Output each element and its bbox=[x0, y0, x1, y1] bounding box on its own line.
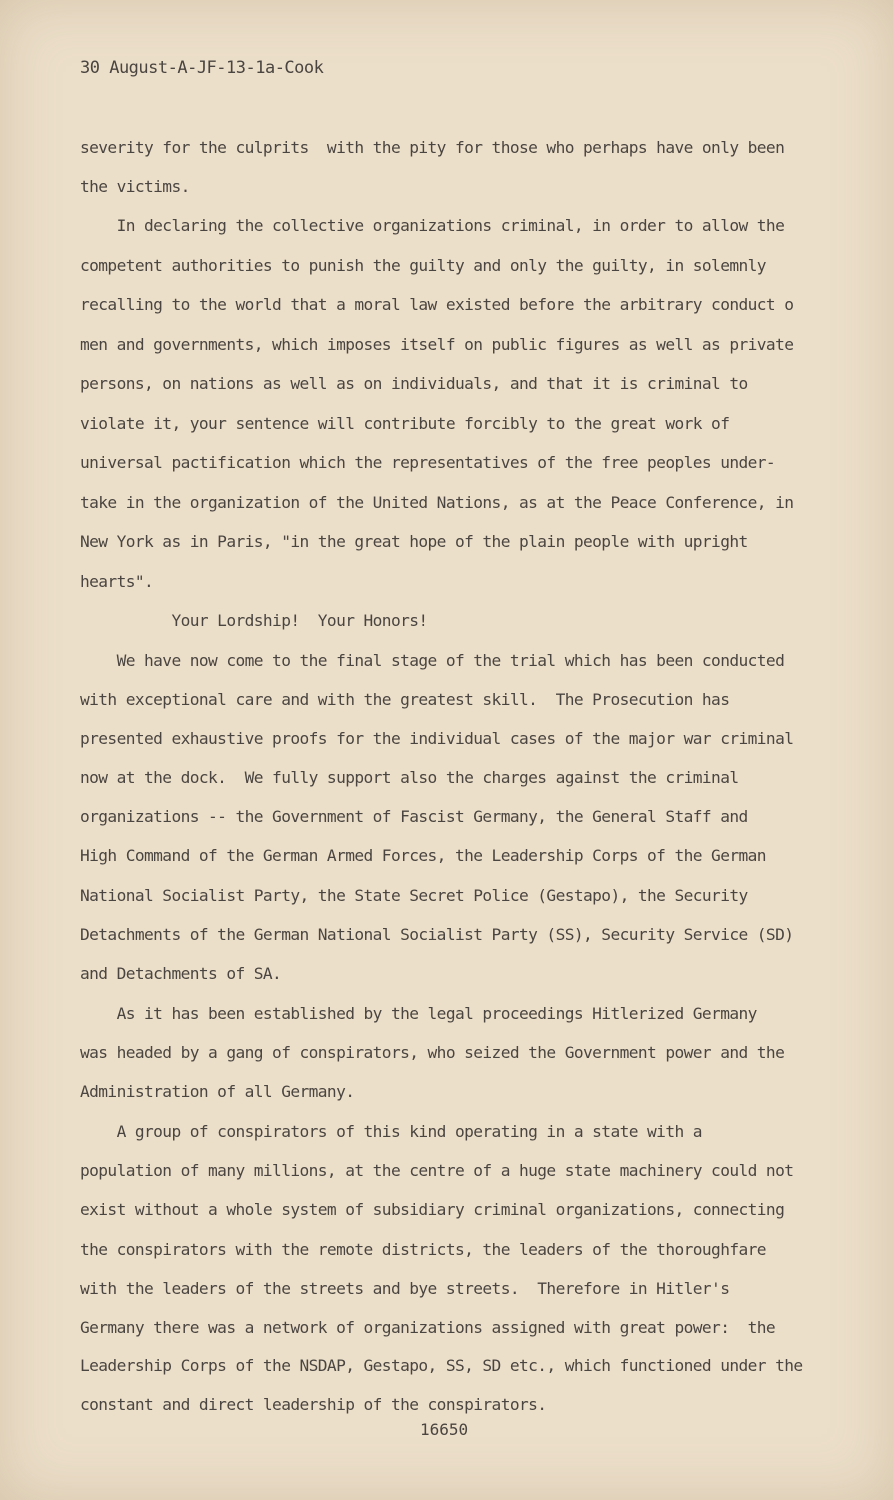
text-line: the victims. bbox=[80, 177, 190, 196]
text-line: competent authorities to punish the guilty and only the guilty, in solemnly bbox=[80, 256, 766, 275]
text-line: A group of conspirators of this kind operating in a state with a bbox=[80, 1122, 702, 1141]
text-line: and Detachments of SA. bbox=[80, 964, 282, 983]
text-line: New York as in Paris, "in the great hope of the plain people with upright bbox=[80, 532, 748, 551]
text-line: was headed by a gang of conspirators, who seized the Government power and the bbox=[80, 1043, 785, 1062]
salutation-line: Your Lordship! Your Honors! bbox=[80, 611, 428, 630]
text-line: now at the dock. We fully support also the charges against the criminal bbox=[80, 768, 739, 787]
text-line: In declaring the collective organizations criminal, in order to allow the bbox=[80, 216, 785, 235]
text-line: As it has been established by the legal proceedings Hitlerized Germany bbox=[80, 1004, 757, 1023]
text-line: constant and direct leadership of the conspirators. bbox=[80, 1395, 547, 1414]
text-line: exist without a whole system of subsidiary criminal organizations, connecting bbox=[80, 1200, 785, 1219]
text-line: men and governments, which imposes itself on public figures as well as private bbox=[80, 335, 794, 354]
text-line: presented exhaustive proofs for the individual cases of the major war criminal bbox=[80, 729, 794, 748]
text-line: Administration of all Germany. bbox=[80, 1082, 355, 1101]
text-line: population of many millions, at the centre of a huge state machinery could not bbox=[80, 1161, 794, 1180]
text-line: take in the organization of the United Nations, as at the Peace Conference, in bbox=[80, 493, 794, 512]
text-line: with the leaders of the streets and bye streets. Therefore in Hitler's bbox=[80, 1279, 730, 1298]
text-line: Germany there was a network of organizations assigned with great power: the bbox=[80, 1318, 776, 1337]
text-line: National Socialist Party, the State Secret Police (Gestapo), the Security bbox=[80, 886, 748, 905]
text-line: severity for the culprits with the pity for those who perhaps have only been bbox=[80, 138, 785, 157]
page-header: 30 August-A-JF-13-1a-Cook bbox=[80, 58, 324, 78]
text-line: with exceptional care and with the greatest skill. The Prosecution has bbox=[80, 690, 730, 709]
text-line: violate it, your sentence will contribute forcibly to the great work of bbox=[80, 414, 730, 433]
text-line: persons, on nations as well as on individuals, and that it is criminal to bbox=[80, 374, 748, 393]
text-line: Detachments of the German National Socialist Party (SS), Security Service (SD) bbox=[80, 925, 794, 944]
text-line: universal pactification which the representatives of the free peoples under- bbox=[80, 453, 776, 472]
text-line: We have now come to the final stage of the trial which has been conducted bbox=[80, 651, 785, 670]
text-line: organizations -- the Government of Fascist Germany, the General Staff and bbox=[80, 807, 748, 826]
text-line: the conspirators with the remote districts, the leaders of the thoroughfare bbox=[80, 1240, 766, 1259]
text-line: High Command of the German Armed Forces, the Leadership Corps of the German bbox=[80, 846, 766, 865]
text-line: Leadership Corps of the NSDAP, Gestapo, SS, SD etc., which functioned under the bbox=[80, 1356, 803, 1375]
text-line: recalling to the world that a moral law existed before the arbitrary conduct o bbox=[80, 295, 794, 314]
page-number: 16650 bbox=[420, 1420, 469, 1439]
text-line: hearts". bbox=[80, 572, 154, 591]
